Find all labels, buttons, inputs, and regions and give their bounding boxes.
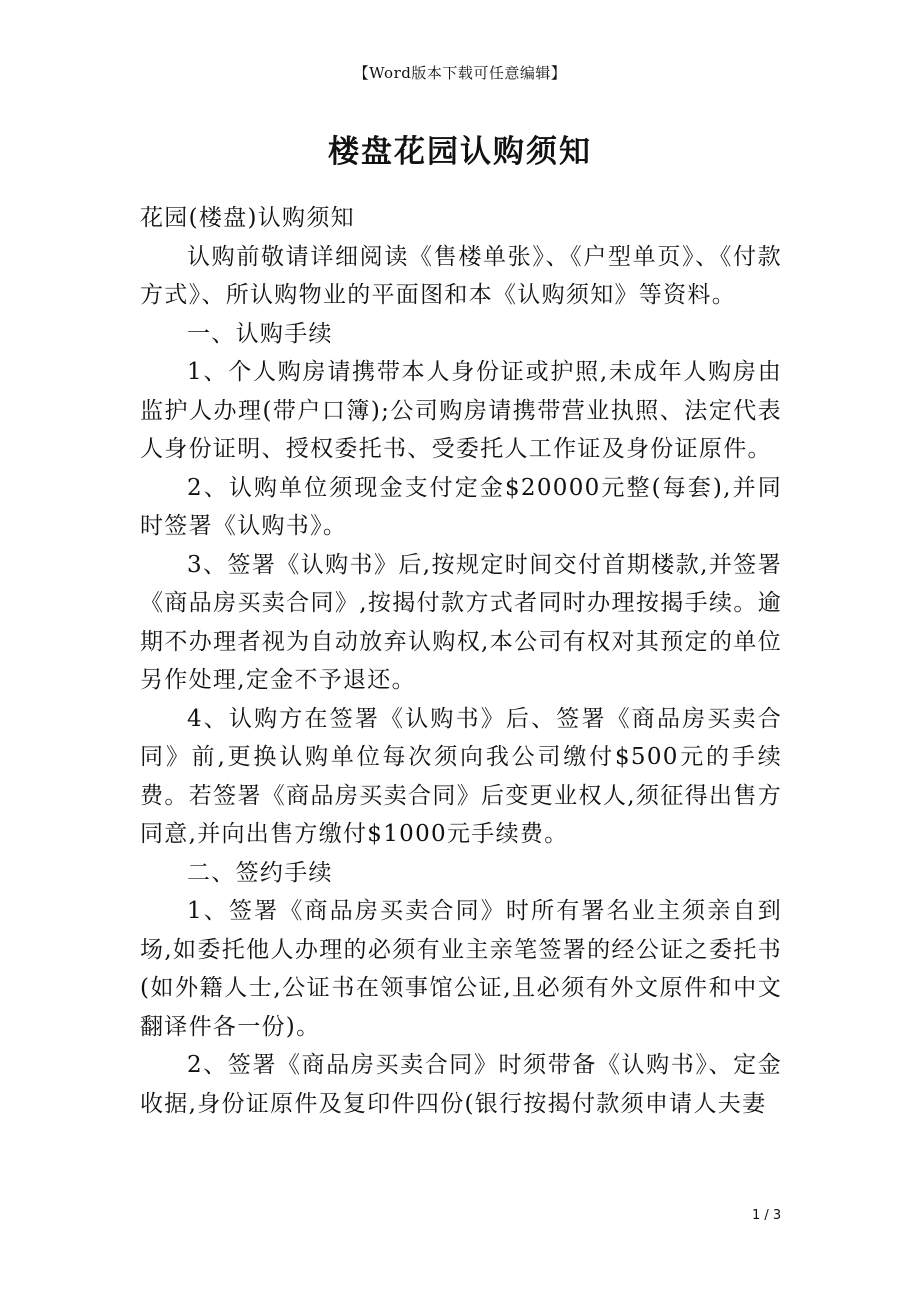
paragraph-item-2: 2、认购单位须现金支付定金$20000元整(每套),并同时签署《认购书》。 [140,474,782,539]
document-body [140,199,782,1123]
header-note: 【Word版本下载可任意编辑】 [353,64,567,82]
paragraph-item-4: 4、认购方在签署《认购书》后、签署《商品房买卖合同》前,更换认购单位每次须向我公司缴付$500元的手续费。若签署《商品房买卖合同》后变更业权人,须征得出售方同意,并向出售方缴付$1000元手续费。 [140,705,782,847]
page-number: 1 / 3 [752,1208,782,1223]
paragraph-signing-1: 1、签署《商品房买卖合同》时所有署名业主须亲自到场,如委托他人办理的必须有业主亲笔签署的经公证之委托书(如外籍人士,公证书在领事馆公证,且必须有外文原件和中文翻译件各一份)。 [140,898,782,1040]
paragraph-item-1: 1、个人购房请携带本人身份证或护照,未成年人购房由监护人办理(带户口簿);公司购房请携带营业执照、法定代表人身份证明、授权委托书、受委托人工作证及身份证原件。 [140,359,782,462]
paragraph-intro: 认购前敬请详细阅读《售楼单张》、《户型单页》、《付款方式》、所认购物业的平面图和本《认购须知》等资料。 [140,243,782,308]
paragraph-signing-2: 2、签署《商品房买卖合同》时须带备《认购书》、定金收据,身份证原件及复印件四份(银行按揭付款须申请人夫妻 [140,1052,782,1117]
document-title: 楼盘花园认购须知 [328,134,592,170]
section-heading-signing: 二、签约手续 [187,859,333,886]
paragraph-item-3: 3、签署《认购书》后,按规定时间交付首期楼款,并签署《商品房买卖合同》,按揭付款方式者同时办理按揭手续。逾期不办理者视为自动放弃认购权,本公司有权对其预定的单位另作处理,定金不予退还。 [140,551,782,693]
section-heading-subscription: 一、认购手续 [187,320,333,347]
paragraph-subtitle: 花园(楼盘)认购须知 [140,205,355,231]
